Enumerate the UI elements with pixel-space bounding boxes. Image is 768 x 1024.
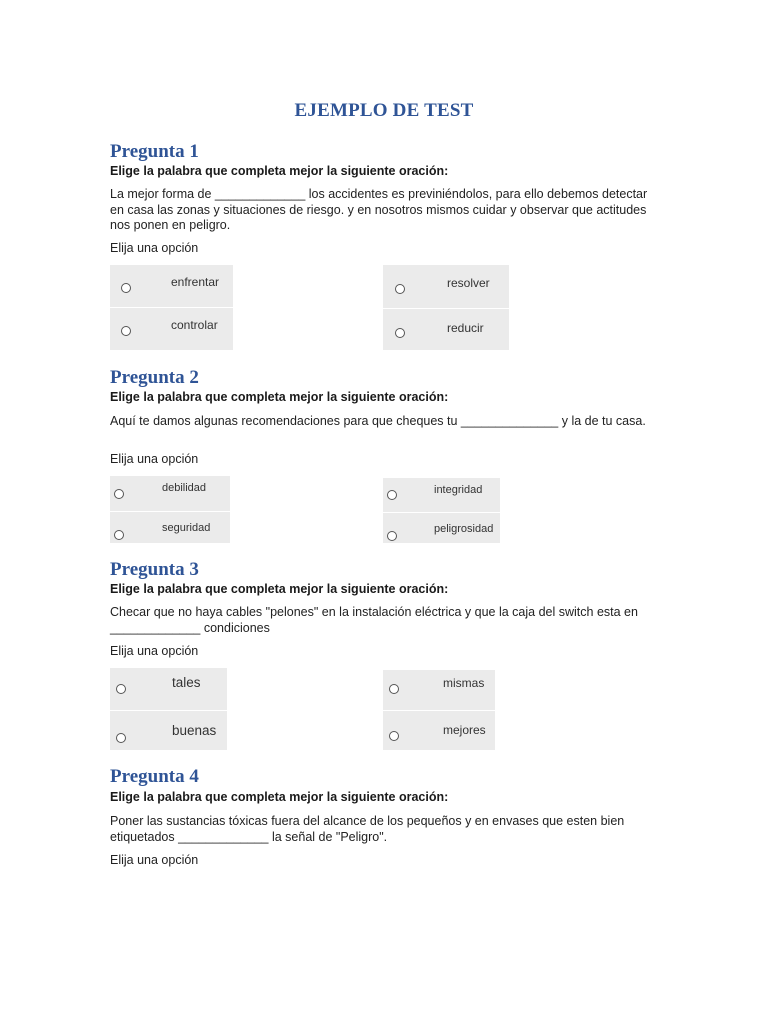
radio-icon[interactable] xyxy=(389,731,399,741)
option-buenas[interactable] xyxy=(110,710,227,750)
radio-icon[interactable] xyxy=(121,326,131,336)
question-2-choose-label: Elija una opción xyxy=(110,452,199,466)
option-integridad[interactable] xyxy=(383,478,500,512)
option-resolver[interactable] xyxy=(383,265,509,308)
option-seguridad[interactable] xyxy=(110,511,230,543)
option-tales[interactable] xyxy=(110,668,227,710)
radio-icon[interactable] xyxy=(395,328,405,338)
option-label: integridad xyxy=(434,484,483,496)
option-reducir[interactable] xyxy=(383,308,509,350)
radio-icon[interactable] xyxy=(389,684,399,694)
question-3-heading: Pregunta 3 xyxy=(110,559,199,580)
question-4-text: Poner las sustancias tóxicas fuera del alcance de los pequeños y en envases que esten bien etiquetados _____________ la señal de "Peligro". xyxy=(110,814,625,844)
radio-icon[interactable] xyxy=(116,684,126,694)
option-label: mismas xyxy=(443,676,485,690)
question-3-choose-label: Elija una opción xyxy=(110,644,199,658)
option-label: resolver xyxy=(447,276,490,290)
question-2-instruction: Elige la palabra que completa mejor la siguiente oración: xyxy=(110,390,449,404)
question-2-text: Aquí te damos algunas recomendaciones para que cheques tu ______________ y la de tu casa. xyxy=(110,414,646,428)
option-label: enfrentar xyxy=(171,275,220,289)
page-title: EJEMPLO DE TEST xyxy=(294,100,474,121)
question-1-options-left xyxy=(110,265,233,350)
option-label: peligrosidad xyxy=(434,523,494,535)
question-3-instruction: Elige la palabra que completa mejor la siguiente oración: xyxy=(110,582,449,596)
option-label: controlar xyxy=(171,318,218,332)
question-1-instruction: Elige la palabra que completa mejor la siguiente oración: xyxy=(110,164,449,178)
radio-icon[interactable] xyxy=(116,733,126,743)
question-1-choose-label: Elija una opción xyxy=(110,241,199,255)
option-label: debilidad xyxy=(162,482,207,494)
option-mejores[interactable] xyxy=(383,710,495,750)
question-3-text: Checar que no haya cables "pelones" en la instalación eléctrica y que la caja del switch esta en _____________ condiciones xyxy=(110,605,638,635)
question-1-text: La mejor forma de _____________ los accidentes es previniéndolos, para ello debemos detectar en casa las zonas y situaciones de riesgo. y en nosotros mismos cuidar y observar que actitudes nos ponen en peligro. xyxy=(110,187,648,232)
question-3-options-left xyxy=(110,668,227,750)
radio-icon[interactable] xyxy=(387,531,397,541)
question-4-choose-label: Elija una opción xyxy=(110,853,199,867)
option-peligrosidad[interactable] xyxy=(383,512,500,543)
option-enfrentar[interactable] xyxy=(110,265,233,307)
question-3-options-right xyxy=(383,670,495,750)
question-2-heading: Pregunta 2 xyxy=(110,367,199,388)
option-label: buenas xyxy=(172,723,217,738)
radio-icon[interactable] xyxy=(121,283,131,293)
question-1-heading: Pregunta 1 xyxy=(110,141,199,162)
question-4-instruction: Elige la palabra que completa mejor la siguiente oración: xyxy=(110,790,449,804)
radio-icon[interactable] xyxy=(114,489,124,499)
option-controlar[interactable] xyxy=(110,307,233,350)
radio-icon[interactable] xyxy=(387,490,397,500)
question-2-options-left xyxy=(110,476,230,543)
option-mismas[interactable] xyxy=(383,670,495,710)
radio-icon[interactable] xyxy=(395,284,405,294)
question-2-options-right xyxy=(383,478,500,543)
option-label: mejores xyxy=(443,723,486,737)
option-label: seguridad xyxy=(162,522,211,534)
option-label: reducir xyxy=(447,321,484,335)
option-label: tales xyxy=(172,675,201,690)
question-1-options-right xyxy=(383,265,509,350)
question-4-heading: Pregunta 4 xyxy=(110,766,199,787)
option-debilidad[interactable] xyxy=(110,476,230,511)
radio-icon[interactable] xyxy=(114,530,124,540)
